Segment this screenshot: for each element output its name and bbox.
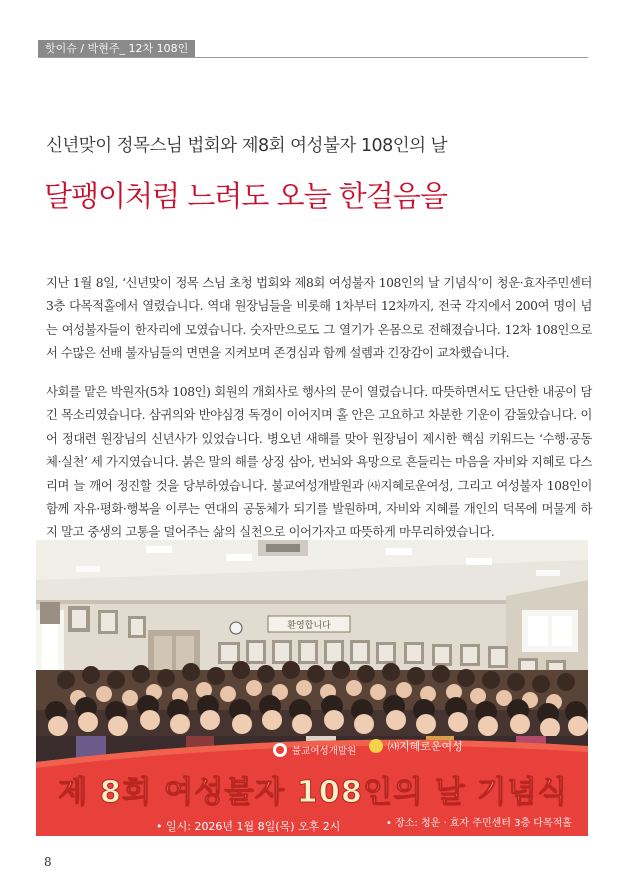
body-paragraph-1: 지난 1월 8일, ‘신년맞이 정목 스님 초청 법회와 제8회 여성불자 108인의 날 기념식’이 청운·효자주민센터 3층 다목적홀에서 열렸습니다. 역대 원장님들을 비롯해 1차부터 12차까지, 전국 각지에서 200여 명이 넘는 여성불자들이 한자리에 모였습니다. 숫자만으로도 그 열기가 온몸으로 전해졌습니다. 12차 108인으로서 수많은 선배 불자님들의 면면을 지켜보며 존경심과 함께 설렘과 긴장감이 교차했습니다. bbox=[46, 276, 592, 361]
page-number: 8 bbox=[44, 855, 52, 869]
article-headline: 달팽이처럼 느려도 오늘 한걸음을 bbox=[44, 179, 447, 213]
welcome-sign: 환영합니다 bbox=[287, 621, 331, 631]
article-subtitle: 신년맞이 정목스님 법회와 제8회 여성불자 108인의 날 bbox=[46, 136, 448, 156]
banner-org-1: 불교여성개발원 bbox=[292, 746, 357, 757]
banner-org-2: ㈔지혜로운여성 bbox=[388, 740, 463, 753]
banner-title: 제 8회 여성불자 108인의 날 기념식 bbox=[58, 775, 568, 810]
banner-place: • 장소: 청운 · 효자 주민센터 3층 다목적홀 bbox=[386, 818, 572, 829]
header-divider bbox=[38, 57, 588, 58]
banner-date: • 일시: 2026년 1월 8일(목) 오후 2시 bbox=[156, 820, 341, 833]
event-group-photo bbox=[36, 540, 588, 836]
section-header bbox=[38, 40, 588, 58]
section-tag: 핫이슈 / 박현주_ 12차 108인 bbox=[38, 40, 195, 58]
body-paragraph-2: 사회를 맡은 박원자(5차 108인) 회원의 개회사로 행사의 문이 열렸습니다. 따뜻하면서도 단단한 내공이 담긴 목소리였습니다. 삼귀의와 반야심경 독경이 이어지며 홀 안은 고요하고 차분한 기운이 감돌았습니다. 이어 정대련 원장님의 신년사가 있었습니다. 병오년 새해를 맞아 원장님이 제시한 핵심 키워드는 ‘수행·공동체·실천’ 세 가지였습니다. 붉은 말의 해를 상징 삼아, 번뇌와 욕망으로 흔들리는 마음을 자비와 지혜로 다스리며 늘 깨어 정진할 것을 당부하였습니다. 불교여성개발원과 ㈔지혜로운여성, 그리고 여성불자 108인이 함께 자유·평화·행복을 이루는 연대의 공동체가 되기를 발원하며, 자비와 지혜를 개인의 덕목에 머물게 하지 말고 중생의 고통을 덜어주는 삶의 실천으로 이어가자고 따뜻하게 마무리하였습니다. bbox=[46, 385, 592, 540]
